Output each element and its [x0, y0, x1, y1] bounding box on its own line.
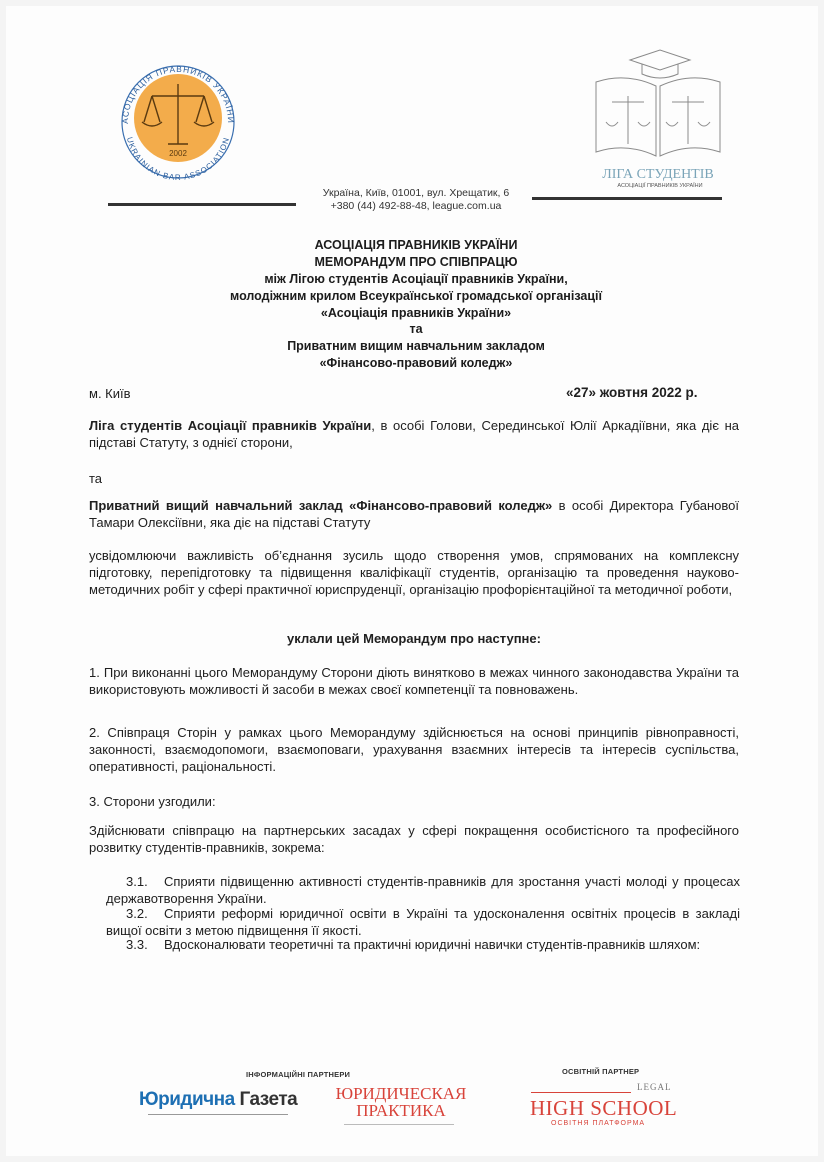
- document-title: МЕМОРАНДУМ ПРО СПІВПРАЦЮ: [314, 255, 518, 269]
- partner-2-line-2: ПРАКТИКА: [356, 1101, 446, 1120]
- title-line-6: та: [409, 322, 423, 336]
- title-line-5: «Асоціація правників України»: [320, 306, 512, 320]
- info-partners-label: ІНФОРМАЦІЙНІ ПАРТНЕРИ: [246, 1070, 351, 1079]
- party-1: [89, 417, 739, 451]
- header-rule-left: [108, 203, 296, 206]
- partner-3-sub: ОСВІТНЯ ПЛАТФОРМА: [551, 1120, 646, 1127]
- address-line: Україна, Київ, 01001, вул. Хрещатик, 6: [322, 187, 510, 199]
- student-league-logo: [590, 46, 726, 190]
- partner-1-word-b: Газета: [239, 1089, 298, 1110]
- subclause-text: Сприяти реформі юридичної освіти в Україні та удосконалення освітніх процесів в закладі вищої освіти з метою підвищення її якості.: [106, 906, 740, 938]
- title-line-7: Приватним вищим навчальним закладом: [287, 339, 545, 353]
- subclause-number: 3.2.: [126, 906, 148, 921]
- agreed-heading: уклали цей Меморандум про наступне:: [287, 631, 541, 646]
- logo-ring-text-en: UKRAINIAN BAR ASSOCIATION: [124, 136, 232, 183]
- partner-3-legal: LEGAL: [637, 1082, 672, 1092]
- title-line-4: молодіжним крилом Всеукраїнської громадської організації: [230, 289, 602, 303]
- clause-1: 1. При виконанні цього Меморандуму Сторони діють винятково в межах чинного законодавства України та використовують можливості й засоби в межах своєї компетенції та повноважень.: [89, 665, 739, 697]
- logo-year: 2002: [169, 149, 187, 158]
- and-conjunction: та: [89, 471, 103, 486]
- uba-logo: [106, 50, 250, 194]
- subclause-number: 3.1.: [126, 874, 148, 889]
- preamble: усвідомлюючи важливість об’єднання зусиль щодо створення умов, спрямованих на комплексну підготовку, перепідготовку та підвищення кваліфікації студентів, організацію та проведення науково-методичних робіт у сфері практичної юриспруденції, організацію профорієнтаційної та методичної роботи,: [89, 548, 739, 597]
- subclause-3-1: [106, 873, 740, 907]
- edu-partner-label: ОСВІТНІЙ ПАРТНЕР: [562, 1067, 640, 1076]
- clause-2: 2. Співпраця Сторін у рамках цього Меморандуму здійснюється на основі принципів рівноправності, законності, взаємодопомоги, взаємоповаги, урахування взаємних інтересів та інтересів суспільства, оперативності, раціональності.: [89, 725, 739, 774]
- partner-3-rule: [531, 1092, 631, 1093]
- clause-3-intro: Здійснювати співпрацю на партнерських засадах у сфері покращення особистісного та професійного розвитку студентів-правників, зокрема:: [89, 823, 739, 855]
- header-address: [296, 187, 536, 213]
- partner-1-word-a: Юридична: [139, 1089, 235, 1110]
- logo-ring-text: АСОЦІАЦІЯ ПРАВНИКІВ УКРАЇНИ: [119, 63, 237, 124]
- yuridicheskaya-praktika-logo: [327, 1085, 475, 1119]
- party-1-name: Ліга студентів Асоціації правників України: [89, 418, 372, 433]
- party-2-details: в особі Директора Губанової Тамари Олексіївни, яка діє на підставі Статуту: [89, 498, 739, 530]
- subclause-3-3: [106, 936, 740, 953]
- subclause-text: Сприяти підвищенню активності студентів-правників для зростання участі молоді у процесах державотворення України.: [106, 874, 740, 906]
- org-title: АСОЦІАЦІЯ ПРАВНИКІВ УКРАЇНИ: [314, 238, 518, 252]
- party-2-name: Приватний вищий навчальний заклад «Фінансово-правовий коледж»: [89, 498, 553, 513]
- title-line-3: між Лігою студентів Асоціації правників України,: [264, 272, 568, 286]
- document-date: «27» жовтня 2022 р.: [566, 385, 698, 400]
- subclause-text: Вдосконалювати теоретичні та практичні юридичні навички студентів-правників шляхом:: [164, 937, 701, 952]
- party-1-details: , в особі Голови, Серединської Юлії Аркадіївни, яка діє на підставі Статуту, з однієї сторони,: [89, 418, 739, 450]
- contact-line: +380 (44) 492-88-48, league.com.ua: [330, 200, 502, 212]
- logo-league-sub: АСОЦІАЦІЇ ПРАВНИКІВ УКРАЇНИ: [617, 183, 703, 189]
- yurydychna-gazeta-logo: [139, 1089, 297, 1111]
- subclause-number: 3.3.: [126, 937, 148, 952]
- party-2: [89, 497, 739, 531]
- partner-2-underline: [344, 1124, 454, 1127]
- subclause-3-2: [106, 905, 740, 939]
- legal-high-school-logo: HIGH SCHOOL: [530, 1096, 678, 1120]
- header-rule-right: [532, 197, 722, 200]
- logo-league-name: ЛІГА СТУДЕНТІВ: [602, 167, 714, 182]
- title-line-8: «Фінансово-правовий коледж»: [319, 356, 513, 370]
- memorandum-page: [6, 6, 818, 1156]
- clause-3: 3. Сторони узгодили:: [89, 794, 216, 809]
- document-city: м. Київ: [89, 386, 131, 401]
- partner-1-underline: [148, 1114, 288, 1119]
- partner-2-line-1: ЮРИДИЧЕСКАЯ: [335, 1084, 467, 1103]
